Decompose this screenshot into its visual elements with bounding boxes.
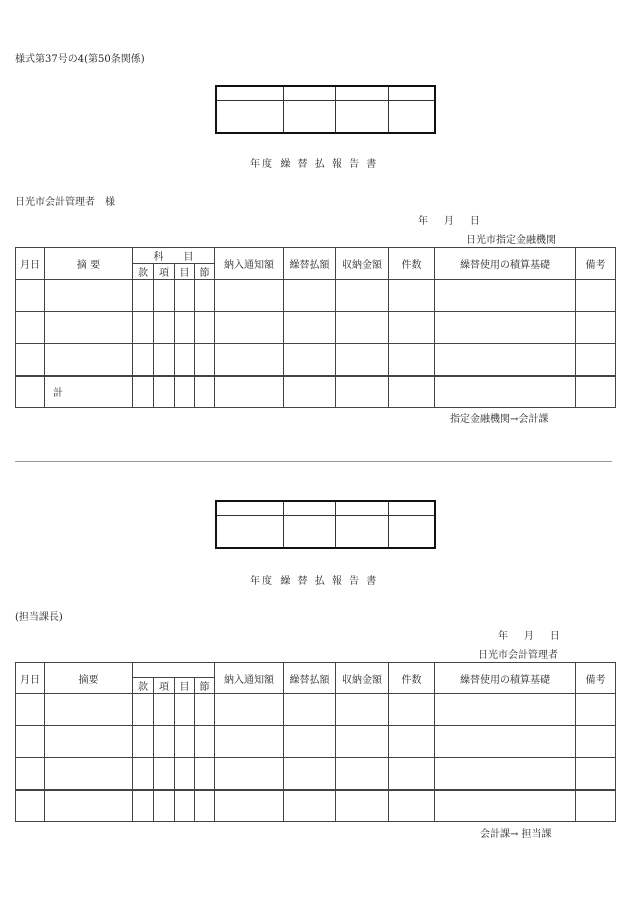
header-notice-amount: 納入通知額 — [215, 663, 284, 694]
header-receipt-amount: 収納金額 — [336, 248, 389, 280]
header-basis: 繰替使用の積算基礎 — [435, 663, 576, 694]
table-row — [16, 758, 616, 790]
form-number: 様式第37号の4(第50条関係) — [15, 54, 145, 65]
header-basis: 繰替使用の積算基礎 — [435, 248, 576, 280]
addressee: (担当課長) — [15, 612, 63, 623]
report-title: 年度 繰 替 払 報 告 書 — [250, 159, 379, 170]
header-moku: 目 — [175, 678, 195, 694]
header-kou: 項 — [154, 678, 175, 694]
table-row — [16, 694, 616, 726]
submitter: 日光市会計管理者 — [478, 650, 558, 661]
header-summary: 摘要 — [45, 663, 133, 694]
header-receipt-amount: 収納金額 — [336, 663, 389, 694]
header-account — [133, 663, 215, 678]
header-notice-amount: 納入通知額 — [215, 248, 284, 280]
header-kou: 項 — [154, 264, 175, 280]
header-setsu: 節 — [195, 264, 215, 280]
table-row — [16, 312, 616, 344]
approval-stamp-box — [215, 85, 436, 134]
header-remarks: 備考 — [576, 663, 616, 694]
report-table — [15, 662, 616, 822]
total-label — [45, 790, 133, 822]
report-title: 年度 繰 替 払 報 告 書 — [250, 576, 379, 587]
header-account: 科 目 — [133, 248, 215, 264]
routing-note: 会計課→ 担当課 — [480, 829, 552, 840]
submitter: 日光市指定金融機関 — [466, 235, 556, 246]
header-setsu: 節 — [195, 678, 215, 694]
header-kurikae-amount: 繰替払額 — [284, 663, 336, 694]
report-table — [15, 247, 616, 408]
header-moku: 目 — [175, 264, 195, 280]
table-row — [16, 726, 616, 758]
routing-note: 指定金融機関→会計課 — [450, 414, 549, 425]
header-kan: 款 — [133, 264, 154, 280]
total-row — [16, 376, 616, 408]
header-date: 月日 — [16, 248, 45, 280]
table-row — [16, 344, 616, 376]
cut-line — [15, 461, 612, 462]
header-count: 件数 — [389, 663, 435, 694]
addressee: 日光市会計管理者 様 — [15, 197, 115, 208]
total-row — [16, 790, 616, 822]
header-kan: 款 — [133, 678, 154, 694]
header-summary: 摘 要 — [45, 248, 133, 280]
report-date: 年 月 日 — [418, 216, 480, 227]
header-date: 月日 — [16, 663, 45, 694]
approval-stamp-box — [215, 500, 436, 549]
report-date: 年 月 日 — [498, 631, 560, 642]
header-remarks: 備考 — [576, 248, 616, 280]
table-row — [16, 280, 616, 312]
header-kurikae-amount: 繰替払額 — [284, 248, 336, 280]
total-label: 計 — [45, 376, 133, 408]
header-count: 件数 — [389, 248, 435, 280]
